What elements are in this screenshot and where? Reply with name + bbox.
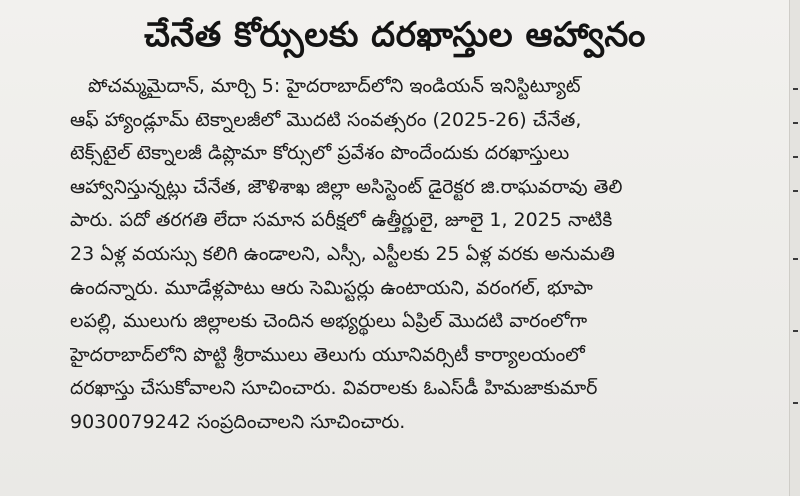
article-line: 23 ఏళ్ల వయస్సు కలిగి ఉండాలని, ఎస్సీ, ఎస్టీలకు 25 ఏళ్ల వరకు అనుమతి: [70, 242, 615, 265]
article-line: ఉందన్నారు. మూడేళ్లపాటు ఆరు సెమిస్టర్లు ఉంటాయని, వరంగల్, భూపా: [70, 276, 593, 299]
adjacent-column-edge: [789, 0, 800, 496]
article-headline: చేనేత కోర్సులకు దరఖాస్తుల ఆహ్వానం: [144, 15, 646, 55]
article-line: 9030079242 సంప్రదించాలని సూచించారు.: [70, 410, 406, 433]
article-body: [70, 70, 775, 440]
article-line: ఆఫ్ హ్యాండ్లూమ్ టెక్నాలజీలో మొదటి సంవత్సరం (2025-26) చేనేత,: [70, 108, 582, 131]
article-line: హైదరాబాద్‌లోని పొట్టి శ్రీరాములు తెలుగు యూనివర్సిటీ కార్యాలయంలో: [70, 343, 585, 366]
article-line: టెక్స్‌టైల్ టెక్నాలజీ డిప్లొమా కోర్సులో ప్రవేశం పొందేందుకు దరఖాస్తులు: [70, 142, 570, 165]
article-line: ఆహ్వానిస్తున్నట్లు చేనేత, జౌళిశాఖ జిల్లా అసిస్టెంట్ డైరెక్టర జి.రాఘవరావు తెలి: [70, 175, 623, 198]
article-line: పోచమ్మమైదాన్, మార్చి 5: హైదరాబాద్‌లోని ఇండియన్ ఇనిస్టిట్యూట్: [88, 75, 581, 97]
article-line: దరఖాస్తు చేసుకోవాలని సూచించారు. వివరాలకు ఓఎస్‌డీ హిమజాకుమార్: [70, 377, 598, 400]
article-line: పారు. పదో తరగతి లేదా సమాన పరీక్షలో ఉత్తీర్ణులై, జూలై 1, 2025 నాటికి: [70, 209, 613, 232]
article-line: లపల్లి, ములుగు జిల్లాలకు చెందిన అభ్యర్థులు ఏప్రిల్ మొదటి వారంలోగా: [70, 310, 588, 333]
